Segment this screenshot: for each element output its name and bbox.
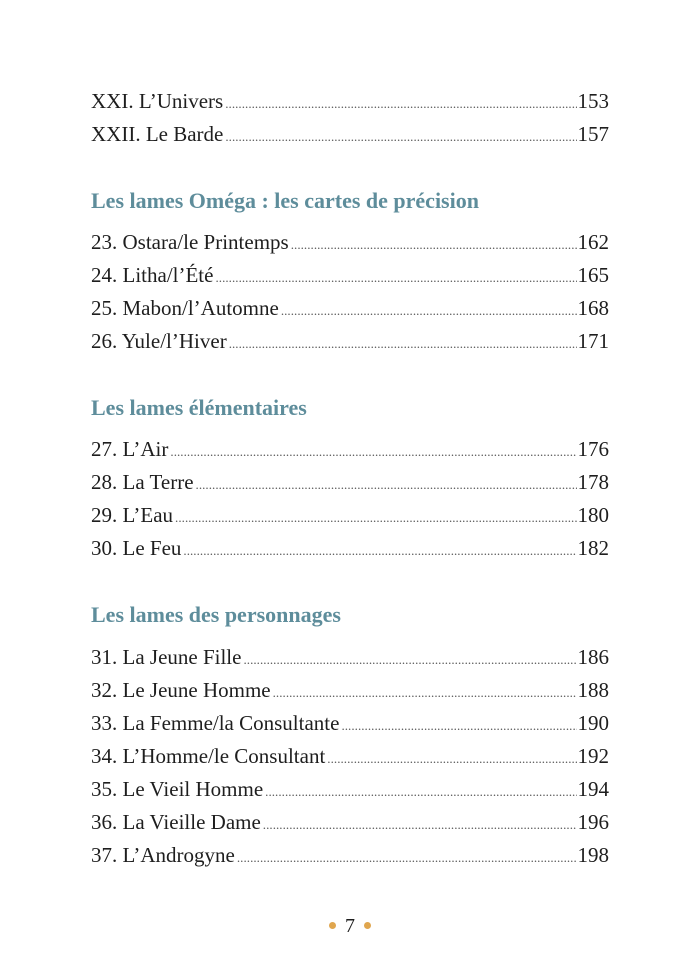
toc-entry <box>91 532 609 564</box>
toc-entry <box>91 806 609 838</box>
dot-leader <box>229 328 577 360</box>
ornament-dot-icon <box>364 922 371 929</box>
toc-entry-label: 23. Ostara/le Printemps <box>91 230 289 254</box>
toc-entry <box>91 674 609 706</box>
dot-leader <box>263 809 577 841</box>
dot-leader <box>237 842 577 874</box>
toc-entry-label: 32. Le Jeune Homme <box>91 678 271 702</box>
toc-entry-page: 176 <box>577 437 609 461</box>
toc-entry-label: 27. L’Air <box>91 437 169 461</box>
toc-entry-label: 30. Le Feu <box>91 536 182 560</box>
toc-entry-page: 165 <box>577 263 609 287</box>
toc-entry <box>91 499 609 531</box>
dot-leader <box>196 469 577 501</box>
dot-leader <box>215 262 576 294</box>
toc-entry-page: 182 <box>577 536 609 560</box>
toc-entry-page: 194 <box>577 777 609 801</box>
toc-entry <box>91 226 609 258</box>
toc-entry <box>91 259 609 291</box>
toc-entry <box>91 707 609 739</box>
dot-leader <box>175 502 576 534</box>
toc-entry <box>91 466 609 498</box>
ornament-dot-icon <box>329 922 336 929</box>
toc-entry-label: 29. L’Eau <box>91 503 174 527</box>
dot-leader <box>183 535 576 567</box>
toc-entry-label: 34. L’Homme/le Consultant <box>91 744 326 768</box>
toc-entry-label: 25. Mabon/l’Automne <box>91 296 279 320</box>
toc-entry-label: 37. L’Androgyne <box>91 843 235 867</box>
dot-leader <box>225 121 576 153</box>
toc-entry <box>91 325 609 357</box>
toc-entry-label: 28. La Terre <box>91 470 194 494</box>
toc-entry-page: 188 <box>577 678 609 702</box>
toc-entry-label: 26. Yule/l’Hiver <box>91 329 227 353</box>
toc-entry-page: 192 <box>577 744 609 768</box>
toc-entry-page: 168 <box>577 296 609 320</box>
dot-leader <box>243 644 576 676</box>
toc-entry-page: 171 <box>577 329 609 353</box>
dot-leader <box>341 710 576 742</box>
toc-entry-page: 157 <box>577 122 609 146</box>
toc-entry-label: 35. Le Vieil Homme <box>91 777 264 801</box>
toc-entry-label: 24. Litha/l’Été <box>91 263 214 287</box>
toc-entry-page: 153 <box>577 89 609 113</box>
section-heading-personnages: Les lames des personnages <box>91 602 341 627</box>
dot-leader <box>265 776 576 808</box>
dot-leader <box>291 229 577 261</box>
page-number: 7 <box>345 915 355 937</box>
dot-leader <box>273 677 577 709</box>
toc-entry-label: XXII. Le Barde <box>91 122 224 146</box>
dot-leader <box>170 436 576 468</box>
toc-entry-page: 186 <box>577 645 609 669</box>
dot-leader <box>225 88 576 120</box>
toc-entry <box>91 85 609 117</box>
toc-entry <box>91 292 609 324</box>
toc-entry <box>91 773 609 805</box>
toc-entry-page: 162 <box>577 230 609 254</box>
toc-entry <box>91 839 609 871</box>
toc-entry-label: 33. La Femme/la Consultante <box>91 711 340 735</box>
page-footer <box>0 912 700 940</box>
toc-entry <box>91 118 609 150</box>
section-heading-elementaires: Les lames élémentaires <box>91 395 307 420</box>
toc-entry-label: XXI. L’Univers <box>91 89 224 113</box>
toc-entry-page: 190 <box>577 711 609 735</box>
toc-entry-page: 178 <box>577 470 609 494</box>
section-heading-omega: Les lames Oméga : les cartes de précision <box>91 188 479 213</box>
toc-entry-page: 180 <box>577 503 609 527</box>
toc-entry-label: 36. La Vieille Dame <box>91 810 261 834</box>
toc-entry-label: 31. La Jeune Fille <box>91 645 242 669</box>
toc-entry <box>91 641 609 673</box>
dot-leader <box>281 295 577 327</box>
dot-leader <box>327 743 576 775</box>
toc-entry-page: 196 <box>577 810 609 834</box>
toc-entry <box>91 433 609 465</box>
toc-entry-page: 198 <box>577 843 609 867</box>
toc-entry <box>91 740 609 772</box>
